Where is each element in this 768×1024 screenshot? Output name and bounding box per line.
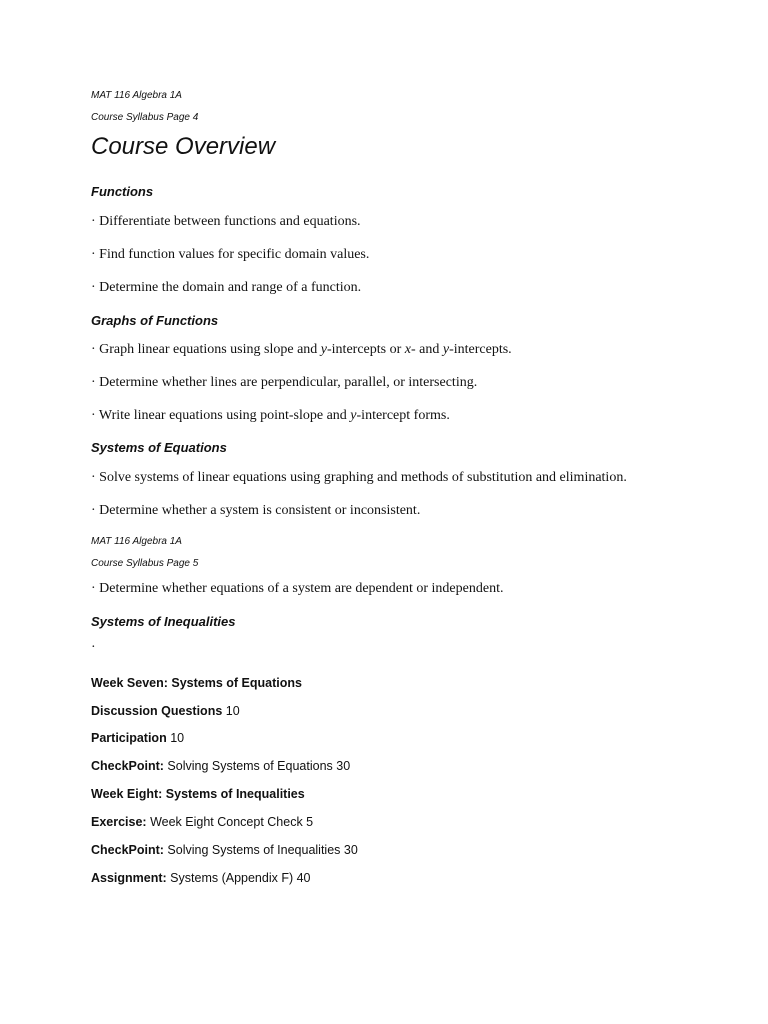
assignment-item: CheckPoint: Solving Systems of Equations 30 — [91, 759, 351, 773]
section-heading-systems-of-inequalities: Systems of Inequalities — [91, 614, 236, 629]
assignment-item: Exercise: Week Eight Concept Check 5 — [91, 815, 314, 829]
bullet-item: · Determine whether lines are perpendicular, parallel, or intersecting. — [91, 375, 478, 390]
assignment-item: Discussion Questions 10 — [91, 704, 240, 718]
bullet-item: · Determine the domain and range of a function. — [91, 280, 362, 295]
syllabus-page-label: Course Syllabus Page 4 — [91, 112, 199, 123]
course-code-header: MAT 116 Algebra 1A — [91, 90, 182, 101]
assignment-item: Participation 10 — [91, 731, 185, 745]
syllabus-page-label: Course Syllabus Page 5 — [91, 558, 199, 569]
course-code-header: MAT 116 Algebra 1A — [91, 536, 182, 547]
week-heading: Week Eight: Systems of Inequalities — [91, 787, 305, 801]
section-heading-graphs: Graphs of Functions — [91, 313, 219, 328]
section-heading-functions: Functions — [91, 184, 154, 199]
bullet-item: · Differentiate between functions and equations. — [91, 214, 361, 229]
bullet-item: · Graph linear equations using slope and y-intercepts or x- and y-intercepts. — [91, 342, 512, 357]
bullet-item: · Determine whether equations of a system are dependent or independent. — [91, 581, 504, 596]
bullet-item: · Solve systems of linear equations using graphing and methods of substitution and elimination. — [91, 470, 627, 485]
section-heading-systems-of-equations: Systems of Equations — [91, 440, 227, 455]
page-title: Course Overview — [91, 133, 276, 160]
bullet-item: · Determine whether a system is consistent or inconsistent. — [91, 503, 421, 518]
bullet-item: · — [91, 640, 96, 655]
week-heading: Week Seven: Systems of Equations — [91, 676, 302, 690]
assignment-item: Assignment: Systems (Appendix F) 40 — [91, 871, 311, 885]
bullet-item: · Write linear equations using point-slope and y-intercept forms. — [91, 408, 450, 423]
assignment-item: CheckPoint: Solving Systems of Inequalities 30 — [91, 843, 358, 857]
bullet-item: · Find function values for specific domain values. — [91, 247, 370, 262]
